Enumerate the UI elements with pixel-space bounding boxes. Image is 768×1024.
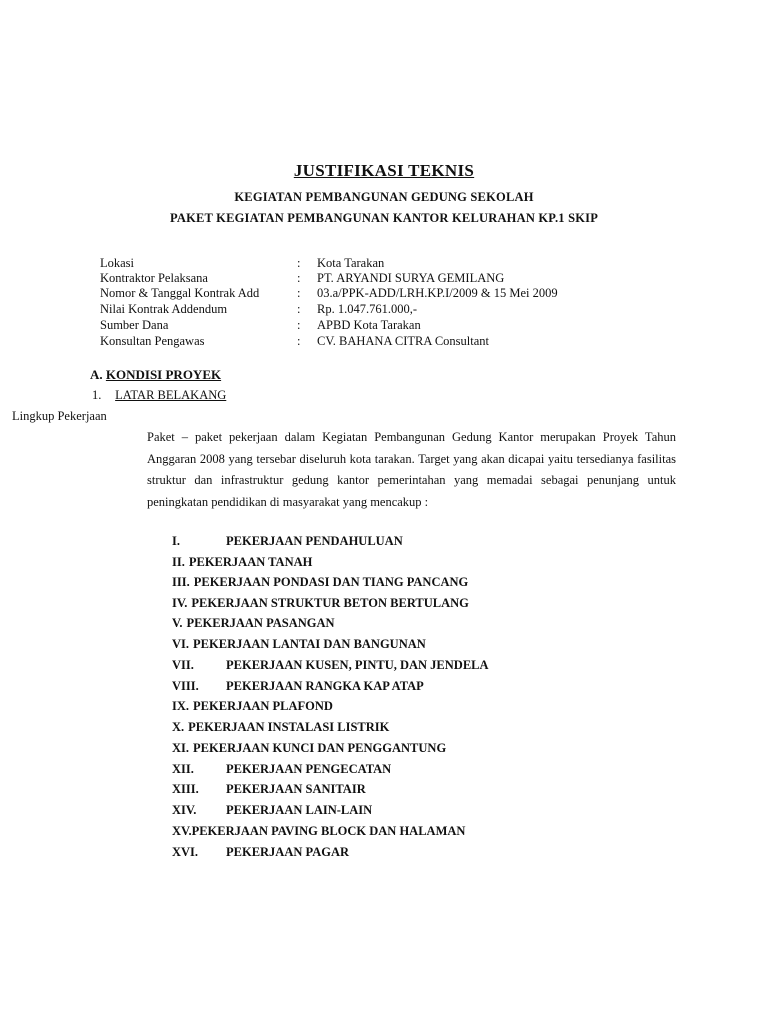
work-item bbox=[172, 676, 424, 696]
info-separator: : bbox=[297, 318, 301, 332]
subsection-number: 1. bbox=[92, 388, 102, 402]
work-item-number: X. bbox=[172, 720, 185, 734]
info-label: Sumber Dana bbox=[100, 318, 169, 332]
work-item bbox=[172, 717, 389, 737]
work-item-number: VI. bbox=[172, 637, 190, 651]
work-item-number: XII. bbox=[172, 762, 194, 776]
work-item-label: PEKERJAAN PONDASI DAN TIANG PANCANG bbox=[193, 575, 469, 589]
work-item-number: II. bbox=[172, 555, 185, 569]
work-item-label: PEKERJAAN LAIN-LAIN bbox=[226, 803, 373, 817]
work-item bbox=[172, 800, 372, 820]
info-value: 03.a/PPK-ADD/LRH.KP.I/2009 & 15 Mei 2009 bbox=[317, 286, 558, 300]
work-item bbox=[172, 552, 312, 572]
work-item bbox=[172, 634, 426, 654]
work-item-number: IX. bbox=[172, 699, 190, 713]
work-item bbox=[172, 696, 333, 716]
work-item-number: XIII. bbox=[172, 782, 199, 796]
info-label: Nilai Kontrak Addendum bbox=[100, 302, 228, 316]
work-item-label: PEKERJAAN PAGAR bbox=[226, 845, 350, 859]
work-item-label: PEKERJAAN RANGKA KAP ATAP bbox=[226, 679, 424, 693]
section-heading-kondisi-proyek bbox=[90, 367, 221, 383]
work-item-number: XV. bbox=[172, 824, 192, 838]
subsection-label: LATAR BELAKANG bbox=[115, 388, 227, 402]
work-item-label: PEKERJAAN PASANGAN bbox=[186, 616, 335, 630]
work-item-number: III. bbox=[172, 575, 190, 589]
work-item bbox=[172, 821, 465, 841]
info-value: Kota Tarakan bbox=[317, 256, 385, 270]
info-label: Konsultan Pengawas bbox=[100, 334, 205, 348]
work-item-label: PEKERJAAN PENDAHULUAN bbox=[226, 534, 403, 548]
info-separator: : bbox=[297, 334, 301, 348]
work-item bbox=[172, 759, 391, 779]
work-item-number: IV. bbox=[172, 596, 188, 610]
info-value: CV. BAHANA CITRA Consultant bbox=[317, 334, 490, 348]
work-item-label: PEKERJAAN PLAFOND bbox=[193, 699, 333, 713]
work-item bbox=[172, 572, 468, 592]
info-value: PT. ARYANDI SURYA GEMILANG bbox=[317, 271, 505, 285]
work-item-label: PEKERJAAN PAVING BLOCK DAN HALAMAN bbox=[191, 824, 466, 838]
work-item bbox=[172, 779, 366, 799]
work-item-label: PEKERJAAN TANAH bbox=[188, 555, 313, 569]
work-item-label: PEKERJAAN INSTALASI LISTRIK bbox=[188, 720, 390, 734]
info-label: Lokasi bbox=[100, 256, 135, 270]
work-item-number: V. bbox=[172, 616, 183, 630]
document-subtitle-package: PAKET KEGIATAN PEMBANGUNAN KANTOR KELURAHAN KP.1 SKIP bbox=[169, 211, 599, 225]
work-item-number: VII. bbox=[172, 658, 194, 672]
work-item bbox=[172, 655, 489, 675]
info-value: Rp. 1.047.761.000,- bbox=[317, 302, 417, 316]
info-separator: : bbox=[297, 286, 301, 300]
info-label: Nomor & Tanggal Kontrak Add bbox=[100, 286, 260, 300]
info-separator: : bbox=[297, 302, 301, 316]
work-item-label: PEKERJAAN KUNCI DAN PENGGANTUNG bbox=[193, 741, 447, 755]
work-item-number: VIII. bbox=[172, 679, 199, 693]
work-item bbox=[172, 593, 469, 613]
info-value: APBD Kota Tarakan bbox=[317, 318, 421, 332]
work-item-number: XIV. bbox=[172, 803, 197, 817]
info-separator: : bbox=[297, 256, 301, 270]
work-item-label: PEKERJAAN STRUKTUR BETON BERTULANG bbox=[191, 596, 469, 610]
info-separator: : bbox=[297, 271, 301, 285]
work-item bbox=[172, 531, 403, 551]
work-item-label: PEKERJAAN SANITAIR bbox=[226, 782, 366, 796]
work-item bbox=[172, 738, 446, 758]
work-item-label: PEKERJAAN KUSEN, PINTU, DAN JENDELA bbox=[226, 658, 489, 672]
work-item bbox=[172, 842, 349, 862]
work-item bbox=[172, 613, 335, 633]
work-item-label: PEKERJAAN PENGECATAN bbox=[226, 762, 392, 776]
subsection-heading-latar-belakang bbox=[92, 388, 226, 403]
work-item-number: XI. bbox=[172, 741, 190, 755]
section-label: KONDISI PROYEK bbox=[105, 367, 222, 382]
document-title: JUSTIFIKASI TEKNIS bbox=[293, 161, 475, 180]
lingkup-pekerjaan-label: Lingkup Pekerjaan bbox=[12, 409, 107, 423]
work-item-number: XVI. bbox=[172, 845, 199, 859]
background-paragraph: Paket – paket pekerjaan dalam Kegiatan Pembangunan Gedung Kantor merupakan Proyek Tahun Anggaran 2008 yang tersebar diseluruh kota tarakan. Target yang akan dicapai yaitu tersedianya fasilitas struktur dan infrastruktur gedung kantor pemerintahan yang memadai sebagai penunjang untuk peningkatan pendidikan di masyarakat yang mencakup : bbox=[147, 430, 676, 509]
section-prefix: A. bbox=[90, 367, 103, 382]
work-item-label: PEKERJAAN LANTAI DAN BANGUNAN bbox=[193, 637, 426, 651]
work-item-number: I. bbox=[172, 534, 180, 548]
info-label: Kontraktor Pelaksana bbox=[100, 271, 208, 285]
document-subtitle-activity: KEGIATAN PEMBANGUNAN GEDUNG SEKOLAH bbox=[234, 190, 534, 204]
